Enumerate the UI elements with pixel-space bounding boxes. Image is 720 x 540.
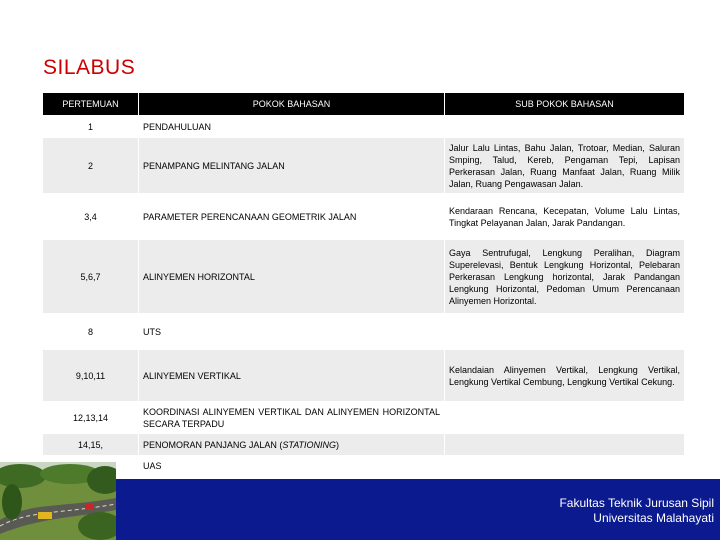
- topic-cell: ALINYEMEN VERTIKAL: [139, 350, 445, 402]
- subtopic-cell: Gaya Sentrufugal, Lengkung Peralihan, Diagram Superelevasi, Bentuk Lengkung Horizontal, Pelebaran Perkerasan Lengkung horizontal, Jarak Pandangan Lengkung Horizontal, Pedoman Umum Perencanaan Alinyemen Horizontal.: [445, 240, 685, 314]
- topic-cell: PARAMETER PERENCANAAN GEOMETRIK JALAN: [139, 194, 445, 240]
- topic-prefix: PENOMORAN PANJANG JALAN (: [143, 439, 283, 450]
- subtopic-cell: [445, 456, 685, 476]
- table-row: [43, 434, 685, 456]
- table-header-row: [43, 93, 685, 116]
- meeting-cell: 9,10,11: [43, 350, 139, 402]
- subtopic-cell: [445, 402, 685, 434]
- header-subtopic: SUB POKOK BAHASAN: [445, 93, 685, 116]
- topic-suffix: ): [336, 439, 340, 450]
- topic-cell: PENDAHULUAN: [139, 116, 445, 138]
- topic-cell: KOORDINASI ALINYEMEN VERTIKAL DAN ALINYEMEN HORIZONTAL SECARA TERPADU: [139, 402, 445, 434]
- footer-university: Universitas Malahayati: [593, 511, 714, 525]
- meeting-cell: 8: [43, 314, 139, 350]
- table-row: [43, 194, 685, 240]
- meeting-cell: 3,4: [43, 194, 139, 240]
- road-landscape-image: [0, 462, 116, 540]
- footer-faculty: Fakultas Teknik Jurusan Sipil: [559, 496, 714, 510]
- topic-cell: UTS: [139, 314, 445, 350]
- meeting-cell: 12,13,14: [43, 402, 139, 434]
- meeting-cell: 5,6,7: [43, 240, 139, 314]
- subtopic-cell: Jalur Lalu Lintas, Bahu Jalan, Trotoar, Median, Saluran Smping, Talud, Kereb, Pengaman Tepi, Lapisan Perkerasan Jalan, Ruang Manfaat Jalan, Ruang Milik Jalan, Ruang Pengawasan Jalan.: [445, 138, 685, 194]
- table-row: [43, 116, 685, 138]
- subtopic-cell: [445, 116, 685, 138]
- subtopic-cell: Kendaraan Rencana, Kecepatan, Volume Lalu Lintas, Tingkat Pelayanan Jalan, Jarak Pandangan.: [445, 194, 685, 240]
- meeting-cell: 14,15,: [43, 434, 139, 456]
- topic-cell: ALINYEMEN HORIZONTAL: [139, 240, 445, 314]
- header-topic: POKOK BAHASAN: [139, 93, 445, 116]
- topic-cell: [139, 434, 445, 456]
- subtopic-cell: [445, 314, 685, 350]
- footer-band: [116, 479, 720, 540]
- topic-cell: UAS: [139, 456, 445, 476]
- meeting-cell: 1: [43, 116, 139, 138]
- meeting-cell: 2: [43, 138, 139, 194]
- subtopic-cell: Kelandaian Alinyemen Vertikal, Lengkung Vertikal, Lengkung Vertikal Cembung, Lengkung Vertikal Cekung.: [445, 350, 685, 402]
- table-row: [43, 402, 685, 434]
- table-row: [43, 456, 685, 476]
- table-row: [43, 350, 685, 402]
- subtopic-cell: [445, 434, 685, 456]
- header-meeting: PERTEMUAN: [43, 93, 139, 116]
- road-photo: [0, 462, 116, 540]
- table-row: [43, 138, 685, 194]
- topic-cell: PENAMPANG MELINTANG JALAN: [139, 138, 445, 194]
- topic-emphasis: STATIONING: [282, 439, 337, 450]
- slide-title: SILABUS: [43, 56, 136, 79]
- table-row: [43, 240, 685, 314]
- syllabus-table: [42, 92, 685, 476]
- table-row: [43, 314, 685, 350]
- footer-text: [559, 496, 714, 526]
